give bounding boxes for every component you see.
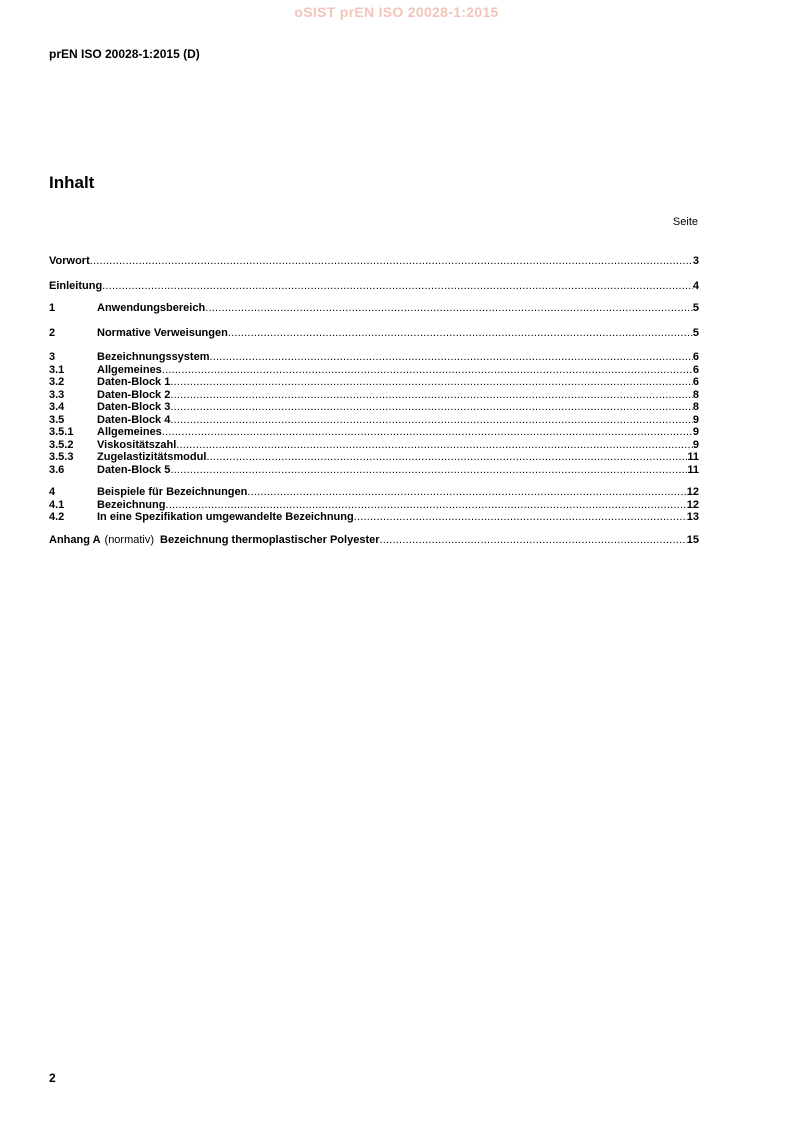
page-number: 2 <box>49 1071 56 1085</box>
toc-entry-page: 6 <box>692 376 699 388</box>
toc-entry-page: 8 <box>692 388 699 401</box>
toc-entry-page: 9 <box>692 426 699 438</box>
toc-entry-title: Viskositätszahl <box>97 438 177 451</box>
toc-entry-title: Zugelastizitätsmodul <box>97 451 207 463</box>
toc-entry-number: 4 <box>49 486 56 498</box>
leader-dots <box>170 464 687 477</box>
toc-entry-number: 3.2 <box>49 376 65 388</box>
toc-entry-3-5[interactable] <box>49 414 699 427</box>
toc-entry-einleitung[interactable] <box>49 280 699 293</box>
toc-entry-title: Anwendungsbereich <box>97 302 206 314</box>
toc-entry-number: 3.5.2 <box>49 438 74 451</box>
toc-entry-page: 12 <box>686 486 699 498</box>
page-column-label: Seite <box>672 216 698 228</box>
leader-dots <box>170 389 693 402</box>
toc-entry-number: 2 <box>49 326 56 339</box>
leader-dots <box>354 511 687 524</box>
toc-entry-page: 13 <box>686 511 699 523</box>
toc-entry-number: 3.5.3 <box>49 451 74 463</box>
toc-entry-title: Daten-Block 2 <box>97 388 171 401</box>
toc-entry-3-6[interactable] <box>49 464 699 477</box>
toc-entry-page: 9 <box>692 413 699 426</box>
toc-entry-title: Allgemeines <box>97 363 162 376</box>
toc-entry-title: Daten-Block 5 <box>97 463 171 476</box>
leader-dots <box>247 486 686 499</box>
toc-entry-title: Normative Verweisungen <box>97 326 228 339</box>
toc-entry-number: 3.3 <box>49 388 65 401</box>
leader-dots <box>162 426 693 439</box>
toc-entry-page: 6 <box>692 351 699 363</box>
toc-entry-number: 3.1 <box>49 363 65 376</box>
leader-dots <box>205 302 693 315</box>
toc-entry-title: Beispiele für Bezeichnungen <box>97 486 248 498</box>
toc-entry-3-5-1[interactable] <box>49 426 699 439</box>
table-of-contents <box>49 255 699 546</box>
toc-entry-number: 3.6 <box>49 463 65 476</box>
annex-title: Bezeichnung thermoplastischer Polyester <box>160 533 380 546</box>
toc-entry-vorwort[interactable] <box>49 255 699 268</box>
toc-entry-title: Daten-Block 4 <box>97 413 171 426</box>
leader-dots <box>90 255 693 268</box>
leader-dots <box>170 414 693 427</box>
toc-entry-title: Einleitung <box>49 279 103 292</box>
toc-entry-3-4[interactable] <box>49 401 699 414</box>
toc-entry-title: Bezeichnung <box>97 498 166 511</box>
watermark: oSIST prEN ISO 20028-1:2015 <box>294 4 499 20</box>
toc-entry-page: 5 <box>692 302 699 314</box>
leader-dots <box>170 376 693 389</box>
toc-entry-page: 6 <box>692 363 699 376</box>
toc-entry-page: 11 <box>687 463 699 476</box>
toc-entry-number: 3.4 <box>49 401 65 413</box>
toc-entry-number: 1 <box>49 302 56 314</box>
toc-entry-page: 4 <box>692 279 699 292</box>
toc-entry-3-5-2[interactable] <box>49 439 699 452</box>
leader-dots <box>162 364 693 377</box>
toc-entry-title: Bezeichnungssystem <box>97 351 210 363</box>
toc-entry-page: 8 <box>692 401 699 413</box>
toc-entry-1[interactable] <box>49 302 699 315</box>
toc-entry-page: 3 <box>692 255 699 267</box>
toc-entry-3-3[interactable] <box>49 389 699 402</box>
toc-entry-number: 4.1 <box>49 498 65 511</box>
document-identifier: prEN ISO 20028-1:2015 (D) <box>49 47 200 61</box>
toc-entry-number: 3.5 <box>49 413 65 426</box>
toc-entry-page: 9 <box>692 438 699 451</box>
toc-entry-page: 5 <box>692 326 699 339</box>
toc-entry-number: 3.5.1 <box>49 426 74 438</box>
leader-dots <box>176 439 693 452</box>
leader-dots <box>228 327 693 340</box>
toc-entry-2[interactable] <box>49 327 699 340</box>
toc-entry-title: Daten-Block 1 <box>97 376 171 388</box>
toc-entry-3[interactable] <box>49 351 699 364</box>
toc-heading: Inhalt <box>49 173 95 192</box>
toc-entry-4[interactable] <box>49 486 699 499</box>
leader-dots <box>380 534 687 547</box>
toc-entry-number: 4.2 <box>49 511 65 523</box>
toc-entry-title: Allgemeines <box>97 426 162 438</box>
toc-entry-annex-a[interactable] <box>49 534 699 547</box>
toc-entry-page: 15 <box>686 533 699 546</box>
toc-entry-3-1[interactable] <box>49 364 699 377</box>
toc-entry-4-2[interactable] <box>49 511 699 524</box>
annex-qualifier: (normativ) <box>104 533 155 546</box>
leader-dots <box>170 401 693 414</box>
leader-dots <box>165 499 686 512</box>
toc-entry-page: 11 <box>687 451 699 463</box>
toc-entry-3-5-3[interactable] <box>49 451 699 464</box>
toc-entry-3-2[interactable] <box>49 376 699 389</box>
toc-entry-4-1[interactable] <box>49 499 699 512</box>
toc-entry-number: 3 <box>49 351 56 363</box>
leader-dots <box>206 451 687 464</box>
toc-entry-title: Daten-Block 3 <box>97 401 171 413</box>
toc-entry-title: In eine Spezifikation umgewandelte Bezeichnung <box>97 511 354 523</box>
leader-dots <box>102 280 693 293</box>
annex-label: Anhang A <box>49 533 101 546</box>
toc-entry-page: 12 <box>686 498 699 511</box>
leader-dots <box>209 351 692 364</box>
toc-entry-title: Vorwort <box>49 255 90 267</box>
